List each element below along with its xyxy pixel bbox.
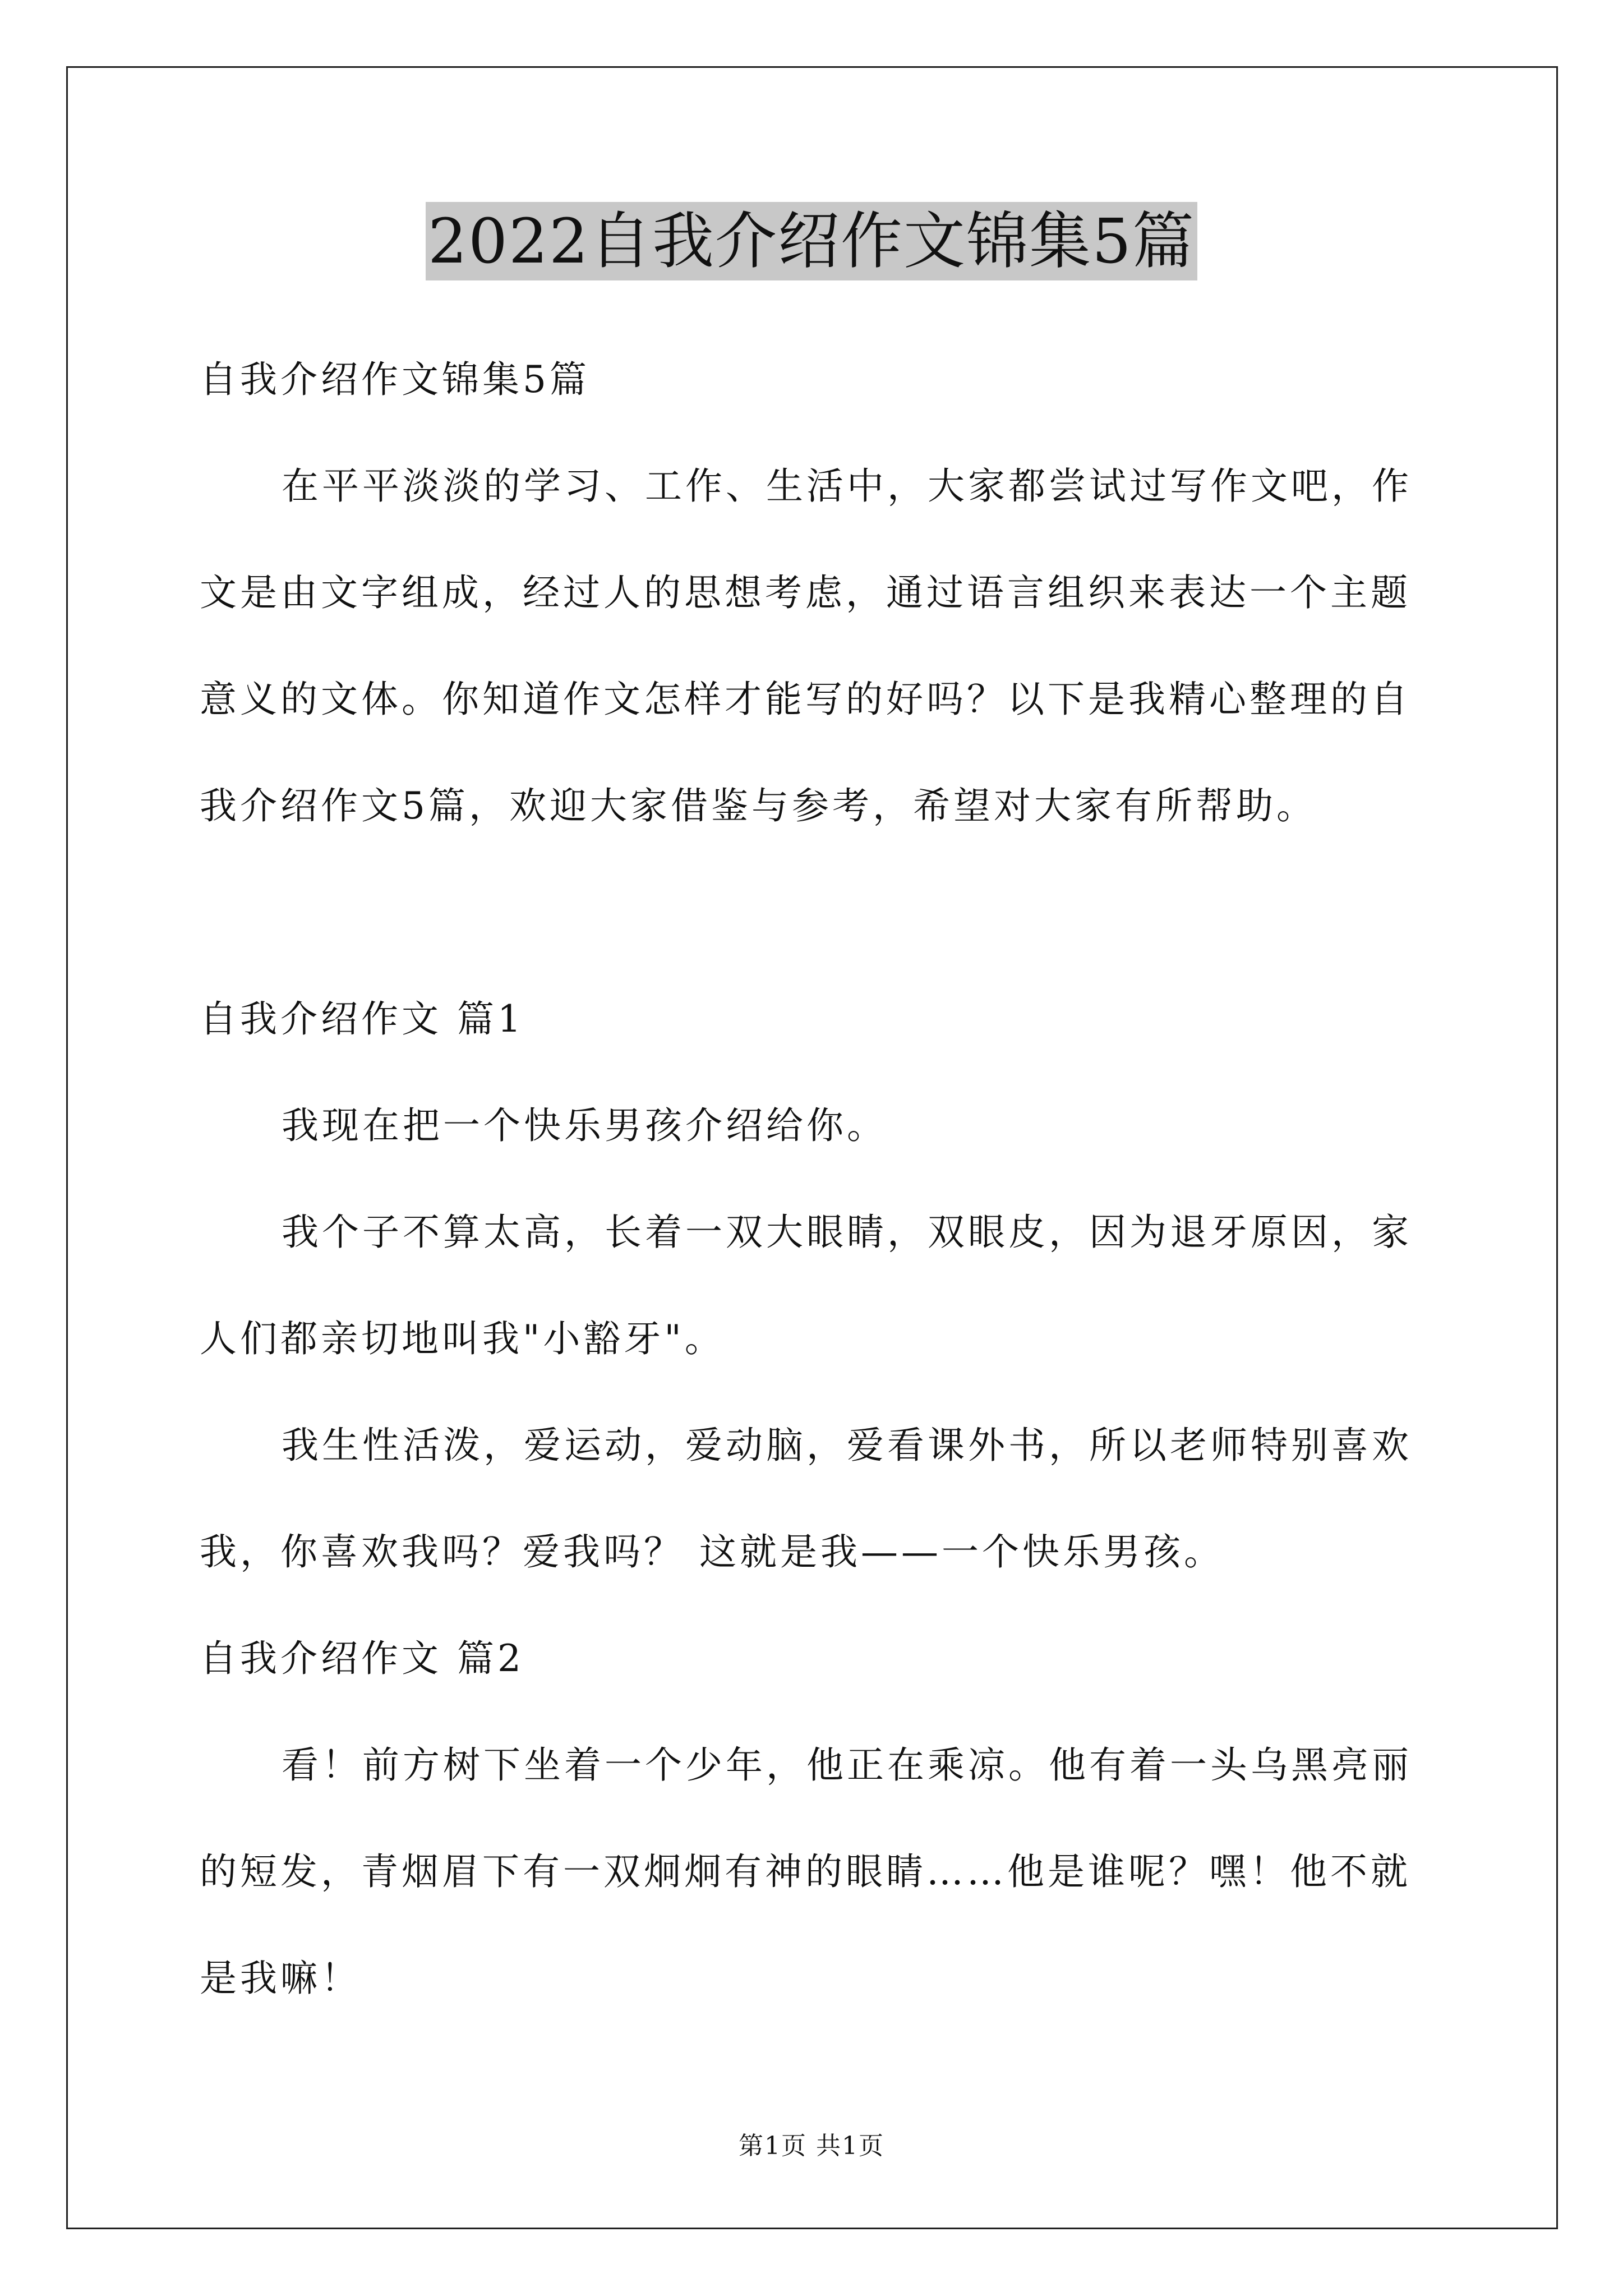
paragraph-line: 我个子不算太高，长着一双大眼睛，双眼皮，因为退牙原因，家 — [282, 1211, 1412, 1254]
paragraph-line: 看！前方树下坐着一个少年，他正在乘凉。他有着一头乌黑亮丽 — [282, 1743, 1412, 1787]
paragraph-line: 意义的文体。你知道作文怎样才能写的好吗？以下是我精心整理的自 — [200, 678, 1411, 721]
section-heading-2: 自我介绍作文 篇2 — [200, 1637, 524, 1680]
document-body — [200, 343, 1427, 2049]
document-title: 2022自我介绍作文锦集5篇 — [426, 202, 1197, 280]
paragraph-line: 在平平淡淡的学习、工作、生活中，大家都尝试过写作文吧，作 — [282, 464, 1412, 508]
title-container — [0, 202, 1623, 280]
section-heading-intro: 自我介绍作文锦集5篇 — [200, 358, 590, 401]
paragraph-line: 的短发，青烟眉下有一双炯炯有神的眼睛……他是谁呢？嘿！他不就 — [200, 1850, 1411, 1893]
paragraph-line: 人们都亲切地叫我"小豁牙"。 — [200, 1317, 725, 1360]
section-heading-1: 自我介绍作文 篇1 — [200, 997, 524, 1041]
paragraph-line: 文是由文字组成，经过人的思想考虑，通过语言组织来表达一个主题 — [200, 571, 1411, 614]
paragraph-line: 是我嘛！ — [200, 1957, 361, 2000]
paragraph-line: 我介绍作文5篇，欢迎大家借鉴与参考，希望对大家有所帮助。 — [200, 784, 1317, 827]
paragraph-line: 我生性活泼，爱运动，爱动脑，爱看课外书，所以老师特别喜欢 — [282, 1424, 1412, 1467]
blank-line — [200, 876, 1427, 983]
paragraph-line: 我现在把一个快乐男孩介绍给你。 — [282, 1104, 887, 1147]
page-footer: 第1页 共1页 — [739, 2132, 884, 2160]
paragraph-line: 我，你喜欢我吗？爱我吗？ 这就是我——一个快乐男孩。 — [200, 1530, 1224, 1573]
